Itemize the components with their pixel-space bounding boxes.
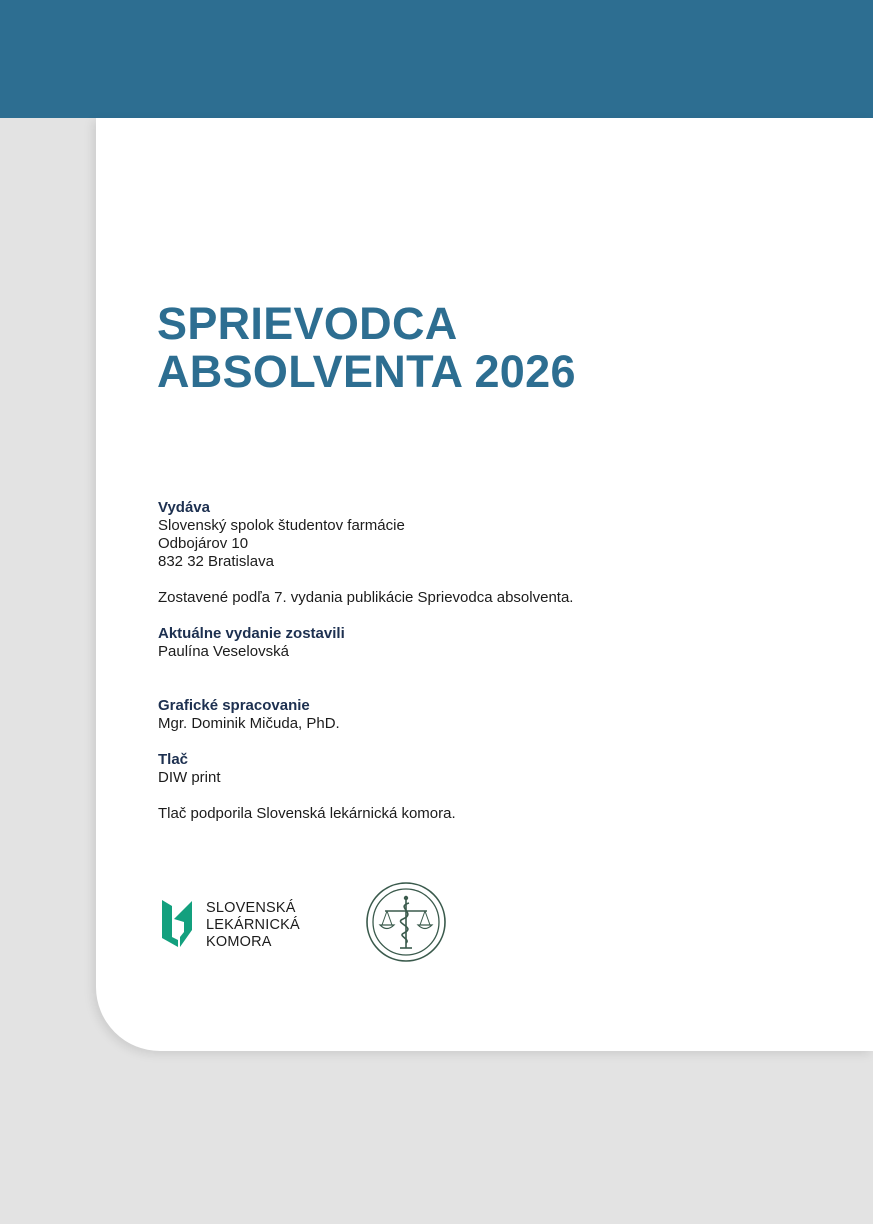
support-note: Tlač podporila Slovenská lekárnická komora. xyxy=(158,805,456,822)
slk-logo-line: SLOVENSKÁ xyxy=(206,900,296,916)
slk-logo-icon xyxy=(162,897,194,949)
print-block xyxy=(158,751,758,787)
imprint xyxy=(158,499,758,823)
publisher-line: 832 32 Bratislava xyxy=(158,553,274,570)
document-title xyxy=(157,300,576,396)
title-line-1: SPRIEVODCA xyxy=(157,298,458,349)
editors-block xyxy=(158,625,758,661)
slk-logo-line: LEKÁRNICKÁ xyxy=(206,917,300,933)
graphics-block xyxy=(158,697,758,733)
graphics-heading: Grafické spracovanie xyxy=(158,697,310,714)
slk-logo-text xyxy=(206,900,300,951)
editors-name: Paulína Veselovská xyxy=(158,643,289,660)
graphics-name: Mgr. Dominik Mičuda, PhD. xyxy=(158,715,340,732)
editors-heading: Aktuálne vydanie zostavili xyxy=(158,625,345,642)
publisher-line: Slovenský spolok študentov farmácie xyxy=(158,517,405,534)
scales-and-serpent-seal-icon xyxy=(365,881,447,963)
print-name: DIW print xyxy=(158,769,221,786)
publisher-block xyxy=(158,499,758,571)
slk-logo-line: KOMORA xyxy=(206,934,272,950)
title-line-2: ABSOLVENTA 2026 xyxy=(157,346,576,397)
publisher-heading: Vydáva xyxy=(158,499,210,516)
print-heading: Tlač xyxy=(158,751,189,768)
compiled-note: Zostavené podľa 7. vydania publikácie Sprievodca absolventa. xyxy=(158,589,574,606)
publisher-line: Odbojárov 10 xyxy=(158,535,249,552)
header-band xyxy=(0,0,873,118)
